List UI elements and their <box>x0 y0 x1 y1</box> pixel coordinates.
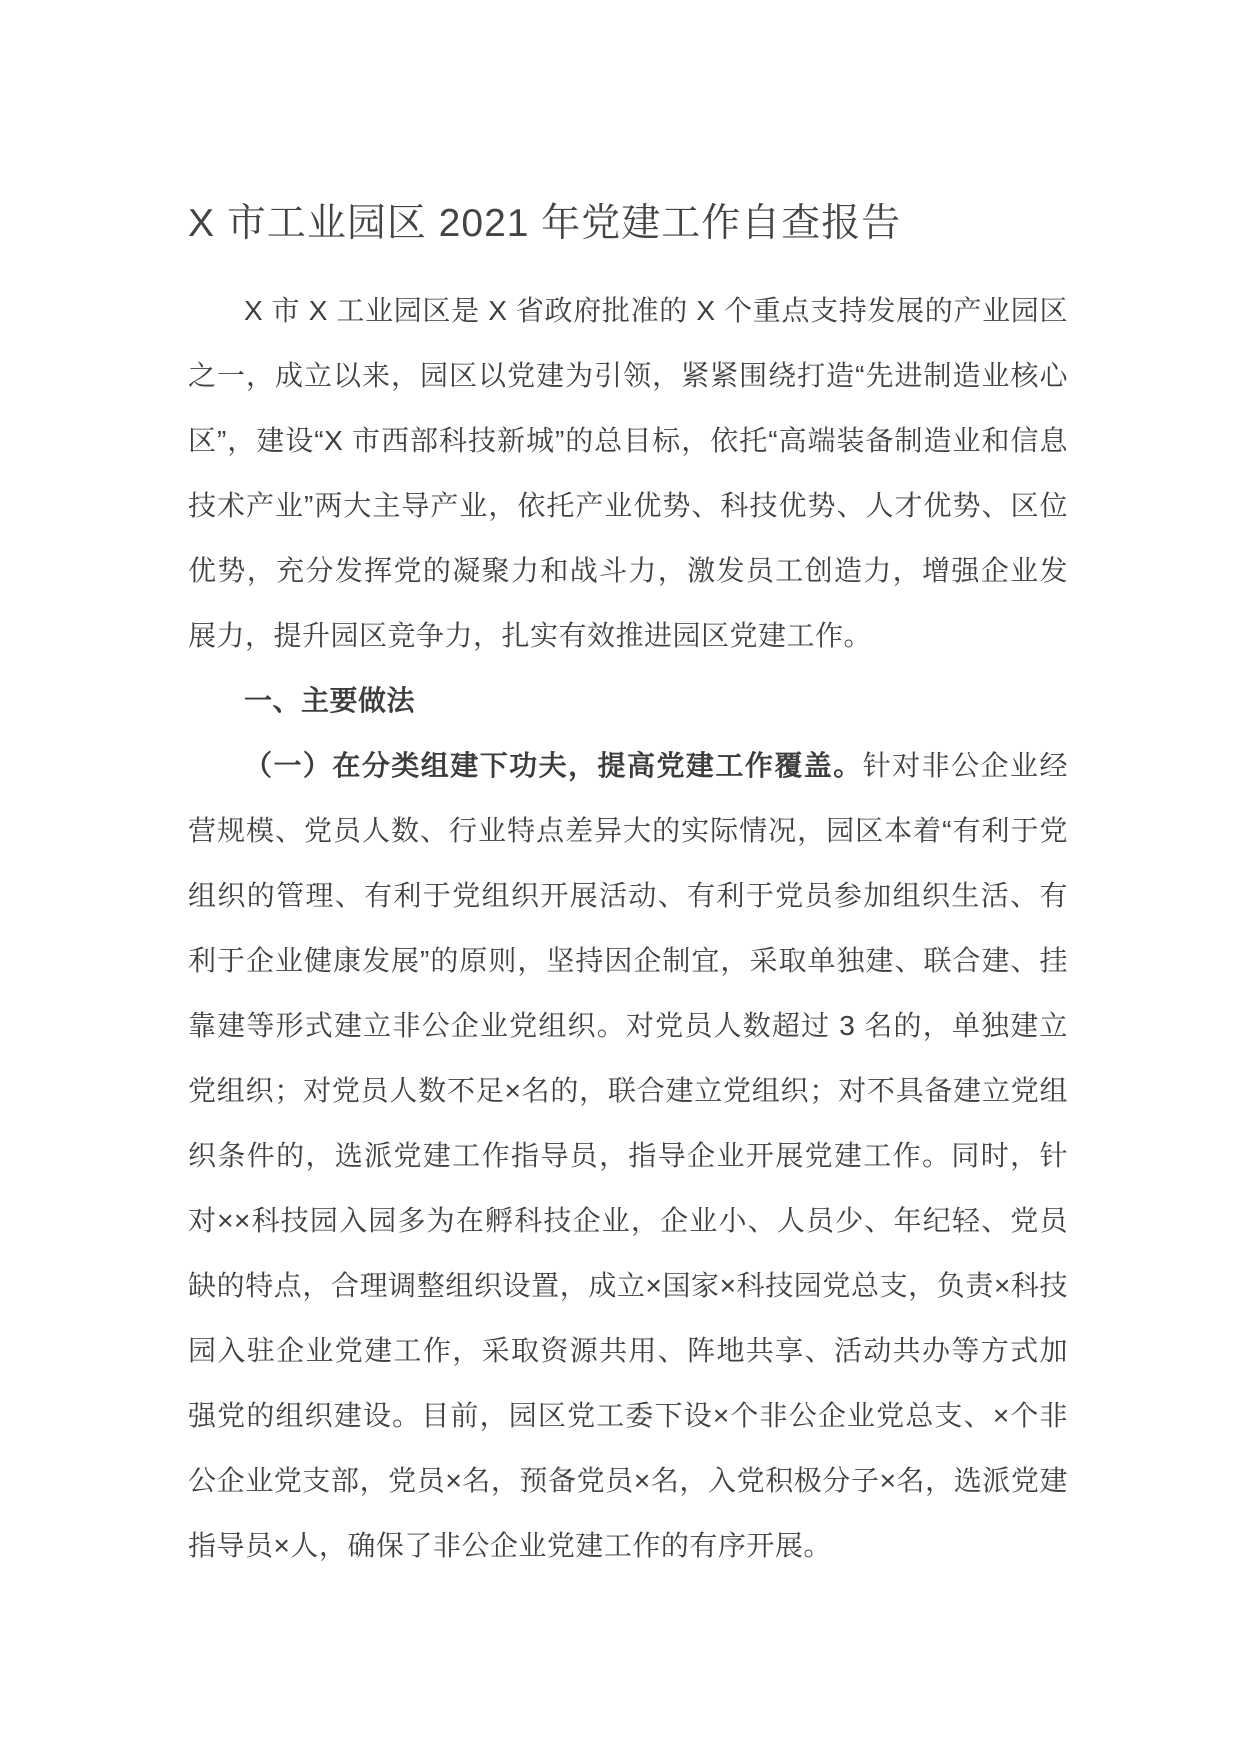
document-title: X 市工业园区 2021 年党建工作自查报告 <box>188 202 902 245</box>
subsection-lead-bold: （一）在分类组建下功夫，提高党建工作覆盖。 <box>244 750 863 781</box>
subsection-paragraph <box>188 733 1068 1578</box>
intro-paragraph: X 市 X 工业园区是 X 省政府批准的 X 个重点支持发展的产业园区之一，成立以来，园区以党建为引领，紧紧围绕打造“先进制造业核心区”，建设“X 市西部科技新城”的总目标，依托“高端装备制造业和信息技术产业”两大主导产业，依托产业优势、科技优势、人才优势、区位优势，充分发挥党的凝聚力和战斗力，激发员工创造力，增强企业发展力，提升园区竞争力，扎实有效推进园区党建工作。 <box>188 295 1068 651</box>
subsection-body-text: 针对非公企业经营规模、党员人数、行业特点差异大的实际情况，园区本着“有利于党组织的管理、有利于党组织开展活动、有利于党员参加组织生活、有利于企业健康发展”的原则，坚持因企制宜，采取单独建、联合建、挂靠建等形式建立非公企业党组织。对党员人数超过 3 名的，单独建立党组织；对党员人数不足×名的，联合建立党组织；对不具备建立党组织条件的，选派党建工作指导员，指导企业开展党建工作。同时，针对××科技园入园多为在孵科技企业，企业小、人员少、年纪轻、党员缺的特点，合理调整组织设置，成立×国家×科技园党总支，负责×科技园入驻企业党建工作，采取资源共用、阵地共享、活动共办等方式加强党的组织建设。目前，园区党工委下设×个非公企业党总支、×个非公企业党支部，党员×名，预备党员×名，入党积极分子×名，选派党建指导员×人，确保了非公企业党建工作的有序开展。 <box>188 750 1068 1561</box>
section-heading: 一、主要做法 <box>244 685 416 716</box>
